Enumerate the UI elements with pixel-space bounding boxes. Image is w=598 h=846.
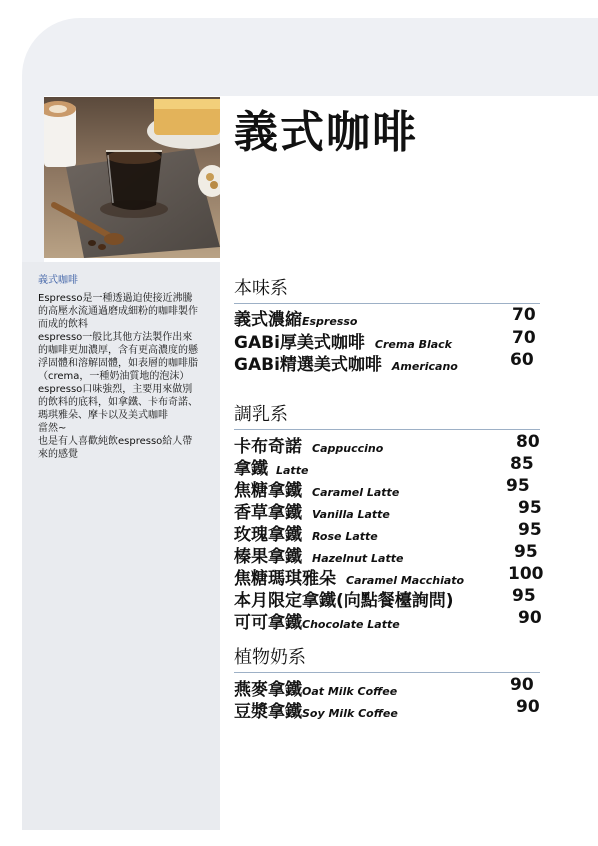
menu-item: [234, 476, 400, 501]
item-name-zh: 焦糖瑪琪雅朵: [234, 569, 336, 589]
item-price: 85: [510, 454, 534, 474]
item-name-zh: 燕麥拿鐵: [234, 680, 302, 700]
item-name-zh: 本月限定拿鐵(向點餐檯詢問): [234, 591, 454, 611]
menu-item: [234, 697, 398, 722]
item-price: 70: [512, 328, 536, 348]
item-name-en: Cappuccino: [312, 442, 384, 455]
menu-item: [234, 328, 452, 353]
item-price: 60: [510, 350, 534, 370]
menu-item: [234, 564, 465, 589]
intro-heading: 義式咖啡: [38, 275, 78, 286]
item-name-zh: 卡布奇諾: [234, 437, 302, 457]
espresso-photo: [44, 97, 220, 258]
item-name-zh: 焦糖拿鐵: [234, 481, 302, 501]
item-price: 90: [518, 608, 542, 628]
item-name-en: Espresso: [302, 315, 358, 328]
item-name-zh: 榛果拿鐵: [234, 547, 302, 567]
item-name-en: Rose Latte: [312, 530, 378, 543]
menu-item: [234, 454, 309, 479]
menu-item: [234, 608, 400, 633]
item-price: 90: [510, 675, 534, 695]
menu-item: [234, 542, 404, 567]
item-price: 95: [518, 520, 542, 540]
item-name-zh: 義式濃縮: [234, 310, 302, 330]
item-name-zh: 玫瑰拿鐵: [234, 525, 302, 545]
item-name-zh: 可可拿鐵: [234, 613, 302, 633]
menu-item: [234, 520, 378, 545]
item-name-zh: 豆漿拿鐵: [234, 702, 302, 722]
intro-body: Espresso是一種透過迫使接近沸騰 的高壓水流通過磨成細粉的咖啡製作 而成的飲料 espresso一般比其他方法製作出來 的咖啡更加濃厚，含有更高濃度的懸 浮固體和溶解固體，如表層的咖啡脂 （crema，一種奶油質地的泡沫） espresso口味強烈，主要用來做別 的飲料的底料，如拿鐵、卡布奇諾、 瑪琪雅朵、摩卡以及美式咖啡 當然~ 也是有人喜歡純飲espresso給人帶 來的感覺: [38, 293, 198, 460]
item-price: 95: [518, 498, 542, 518]
item-price: 95: [506, 476, 530, 496]
section-plant-milk: [234, 643, 540, 673]
espresso-photo-illustration: [44, 97, 220, 258]
section-title: 植物奶系: [234, 643, 540, 673]
item-price: 95: [514, 542, 538, 562]
item-name-zh: GABi厚美式咖啡: [234, 333, 365, 353]
item-name-en: Americano: [391, 360, 458, 373]
section-title: 調乳系: [234, 400, 540, 430]
menu-item: [234, 432, 384, 457]
page-title: 義式咖啡: [234, 107, 418, 158]
item-price: 100: [508, 564, 544, 584]
menu-item: [234, 350, 458, 375]
section-title: 本味系: [234, 274, 540, 304]
item-name-en: Vanilla Latte: [312, 508, 390, 521]
menu-item: [234, 675, 398, 700]
item-name-en: Latte: [276, 464, 309, 477]
item-name-en: Soy Milk Coffee: [302, 707, 398, 720]
item-name-zh: GABi精選美式咖啡: [234, 355, 382, 375]
item-price: 95: [512, 586, 536, 606]
item-price: 70: [512, 305, 536, 325]
item-price: 90: [516, 697, 540, 717]
section-milk: [234, 400, 540, 430]
menu-item: [234, 586, 454, 611]
section-plain: [234, 274, 540, 304]
menu-item: [234, 498, 390, 523]
item-name-en: Hazelnut Latte: [312, 552, 404, 565]
item-name-zh: 香草拿鐵: [234, 503, 302, 523]
item-price: 80: [516, 432, 540, 452]
item-name-en: Caramel Latte: [312, 486, 400, 499]
item-name-en: Caramel Macchiato: [346, 574, 465, 587]
item-name-en: Crema Black: [374, 338, 452, 351]
item-name-en: Chocolate Latte: [302, 618, 400, 631]
item-name-zh: 拿鐵: [234, 459, 268, 479]
item-name-en: Oat Milk Coffee: [302, 685, 398, 698]
menu-item: [234, 305, 358, 330]
